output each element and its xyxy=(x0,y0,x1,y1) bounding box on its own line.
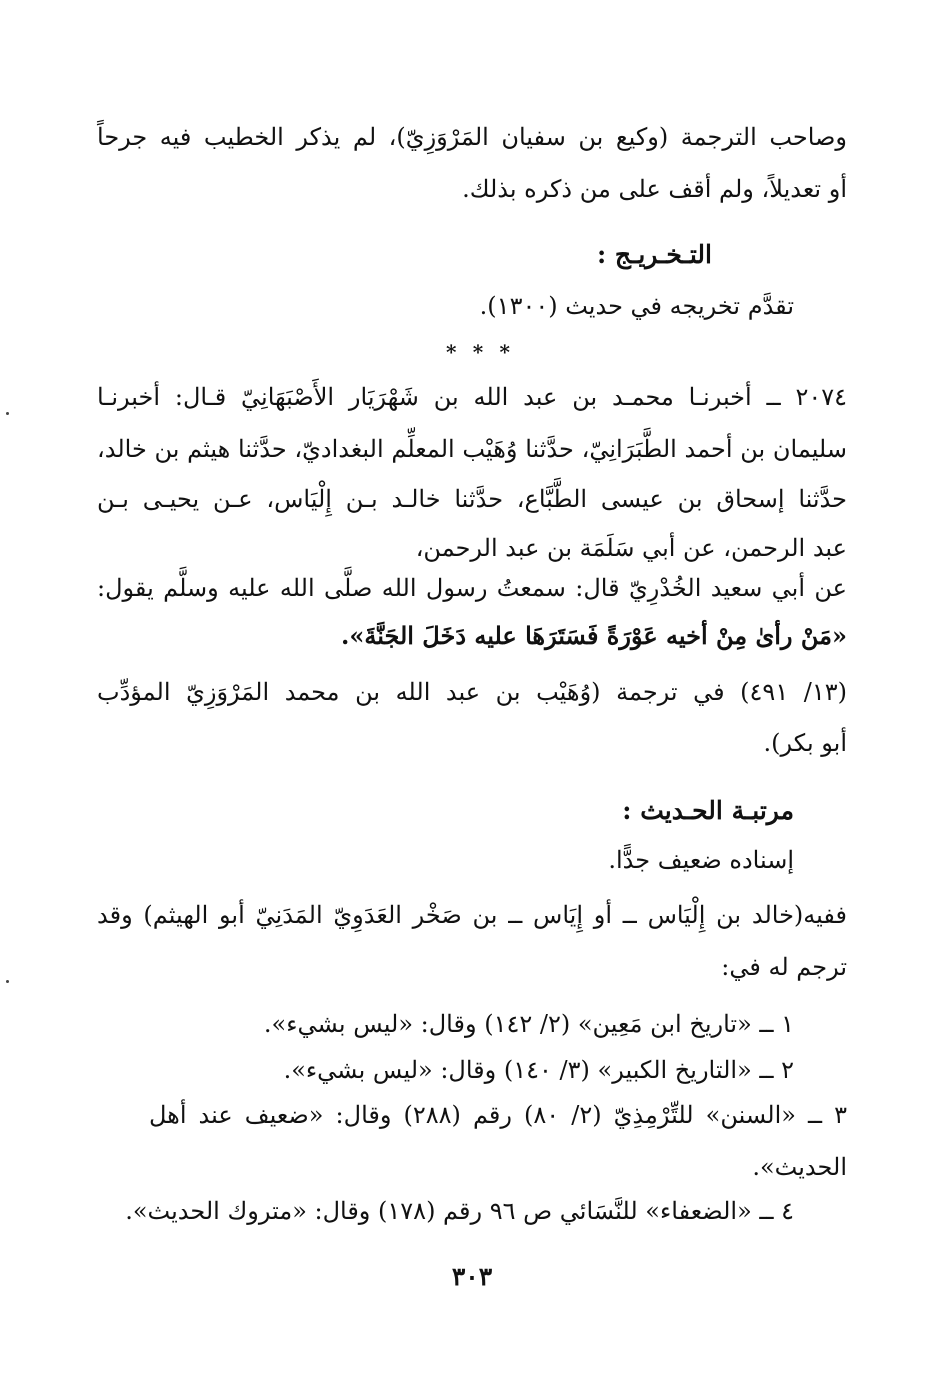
separator-star: * xyxy=(446,340,457,364)
paragraph-line: وصاحب الترجمة (وكيع بن سفيان المَرْوَزِيّ)، لم يذكر الخطيب فيه جرحاً xyxy=(97,123,848,151)
margin-mark xyxy=(6,980,9,983)
section-heading-takhrij: التـخـريـج : xyxy=(596,240,712,269)
separator-star: * xyxy=(499,340,510,364)
separator-stars xyxy=(446,340,510,364)
hadith-isnad-line: عن أبي سعيد الخُدْرِيّ قال: سمعتُ رسول الله صلَّى الله عليه وسلَّم يقول: xyxy=(97,574,847,602)
grading-paragraph-line: ترجم له في: xyxy=(721,953,847,981)
rutba-text: إسناده ضعيف جدًّا. xyxy=(608,846,794,874)
grading-paragraph-line: ففيه(خالد بن إِلْيَاس ــ أو إِيَاس ــ بن صَخْر العَدَوِيّ المَدَنِيّ أبو الهيثم) وقد xyxy=(97,901,847,929)
reference-line: أبو بكر). xyxy=(763,729,847,757)
section-heading-rutba: مرتبـة الحـديث : xyxy=(622,796,794,825)
hadith-isnad-line: حدَّثنا إسحاق بن عيسى الطَّبَّاع، حدَّثنا خالـد بـن إِلْيَاس، عـن يحيـى بـن xyxy=(97,485,847,513)
margin-mark xyxy=(6,412,9,415)
hadith-matn: «مَنْ رأىٰ مِنْ أخيه عَوْرَةً فَسَتَرَهَا عليه دَخَلَ الجَنَّةَ». xyxy=(341,621,847,650)
hadith-isnad-line: ٢٠٧٤ ــ أخبرنـا محمـد بن عبد الله بن شَهْرَيَار الأَصْبَهَانِيّ قـال: أخبرنـا xyxy=(97,383,847,411)
separator-star: * xyxy=(472,340,484,364)
source-list-item: ٣ ــ «السنن» للتِّرْمِذِيّ (٢/ ٨٠) رقم (٢٨٨) وقال: «ضعيف عند أهل xyxy=(149,1101,847,1129)
hadith-isnad-line: عبد الرحمن، عن أبي سَلَمَة بن عبد الرحمن، xyxy=(415,534,847,562)
source-list-item-continued: الحديث». xyxy=(752,1153,847,1181)
takhrij-text: تقدَّم تخريجه في حديث (١٣٠٠). xyxy=(479,292,794,320)
page-number: ٣٠٣ xyxy=(451,1262,493,1291)
hadith-isnad-line: سليمان بن أحمد الطَّبَرَانِيّ، حدَّثنا وُهَيْب المعلِّم البغداديّ، حدَّثنا هيثم بن خالد، xyxy=(97,435,847,463)
source-list-item: ١ ــ «تاريخ ابن مَعِين» (٢/ ١٤٢) وقال: «ليس بشيء». xyxy=(263,1010,794,1038)
source-list-item: ٢ ــ «التاريخ الكبير» (٣/ ١٤٠) وقال: «ليس بشيء». xyxy=(283,1056,794,1084)
reference-line: (١٣/ ٤٩١) في ترجمة (وُهَيْب بن عبد الله بن محمد المَرْوَزِيّ المؤدِّب xyxy=(97,678,847,706)
source-list-item: ٤ ــ «الضعفاء» للنَّسَائي ص ٩٦ رقم (١٧٨) وقال: «متروك الحديث». xyxy=(125,1197,794,1225)
paragraph-line: أو تعديلاً، ولم أقف على من ذكره بذلك. xyxy=(462,175,847,203)
